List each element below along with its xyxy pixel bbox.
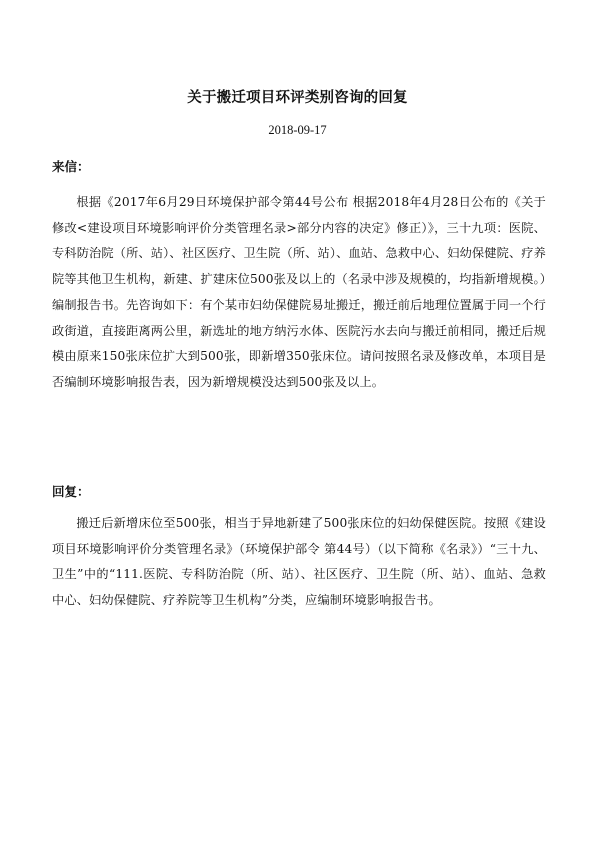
letter-body: 根据《2017年6月29日环境保护部令第44号公布 根据2018年4月28日公布的《关于修改<建设项目环境影响评价分类管理名录>部分内容的决定》修正）》，三十九项：医院、专科防治院（所、站）、社区医疗、卫生院（所、站）、血站、急救中心、妇幼保健院、疗养院等其他卫生机构，新建、扩建床位500张及以上的（名录中涉及规模的，均指新增规模。）编制报告书。先咨询如下：有个某市妇幼保健院易址搬迁，搬迁前后地理位置属于同一个行政街道，直接距离两公里，新选址的地方纳污水体、医院污水去向与搬迁前相同，搬迁后规模由原来150张床位扩大到500张，即新增350张床位。请问按照名录及修改单，本项目是否编制环境影响报告表，因为新增规模没达到500张及以上。 xyxy=(52,195,546,389)
reply-body: 搬迁后新增床位至500张，相当于异地新建了500张床位的妇幼保健医院。按照《建设项目环境影响评价分类管理名录》（环境保护部令 第44号）（以下简称《名录》）“三十九、卫生”中的“111.医院、专科防治院（所、站）、社区医疗、卫生院（所、站）、血站、急救中心、妇幼保健院、疗养院等卫生机构”分类，应编制环境影响报告书。 xyxy=(52,516,546,608)
letter-heading: 来信： xyxy=(52,159,90,174)
document-title: 关于搬迁项目环评类别咨询的回复 xyxy=(187,90,408,106)
document-date: 2018-09-17 xyxy=(268,123,327,137)
reply-heading: 回复： xyxy=(52,484,90,499)
